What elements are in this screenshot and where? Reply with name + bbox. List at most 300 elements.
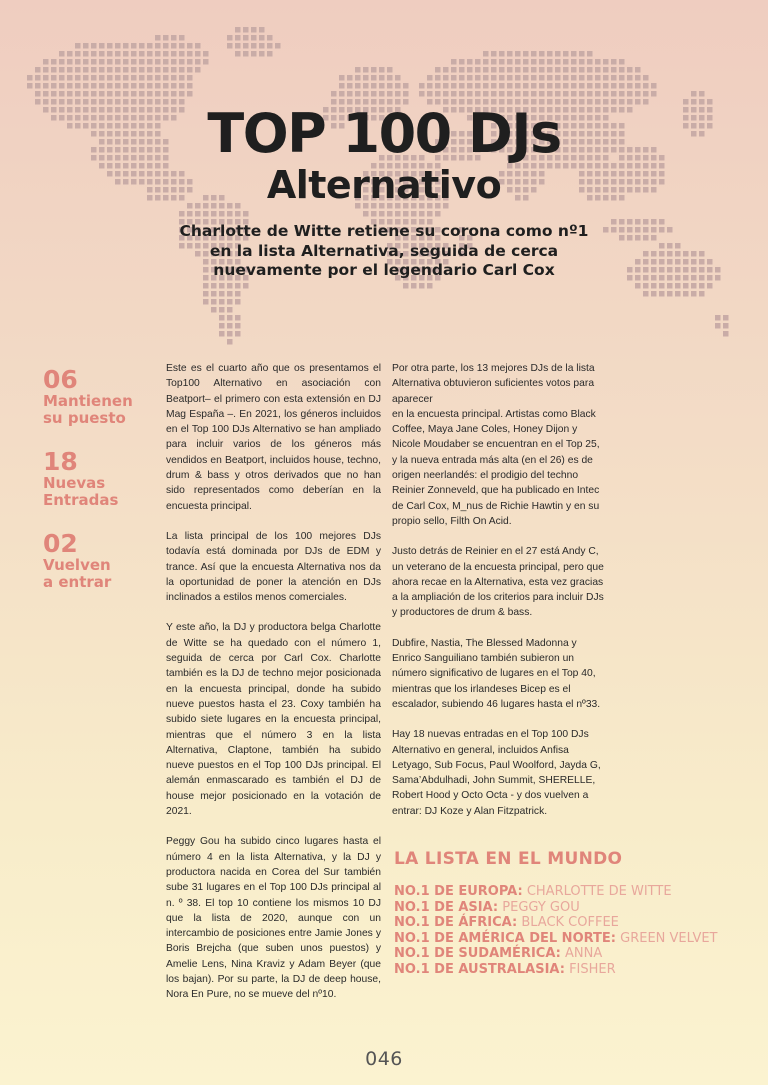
map-dot	[643, 235, 649, 241]
map-dot	[691, 283, 697, 289]
map-dot	[635, 227, 641, 233]
map-dot	[171, 35, 177, 41]
map-dot	[339, 83, 345, 89]
map-dot	[643, 275, 649, 281]
map-dot	[147, 67, 153, 73]
map-dot	[387, 211, 393, 217]
map-dot	[59, 83, 65, 89]
map-dot	[227, 291, 233, 297]
map-dot	[235, 51, 241, 57]
map-dot	[75, 59, 81, 65]
map-dot	[227, 299, 233, 305]
world-list-item	[394, 915, 764, 931]
map-dot	[83, 67, 89, 73]
map-dot	[603, 227, 609, 233]
map-dot	[67, 75, 73, 81]
map-dot	[619, 83, 625, 89]
map-dot	[259, 43, 265, 49]
map-dot	[83, 91, 89, 97]
article-paragraph: La lista principal de los 100 mejores DJs todavía está dominada por DJs de EDM y trance. Así que la encuesta Alternativa nos da la oportunidad de poner la atención en DJs inclinados a estilos menos comerciales.	[166, 530, 381, 604]
map-dot	[347, 83, 353, 89]
map-dot	[59, 67, 65, 73]
map-dot	[147, 59, 153, 65]
map-dot	[571, 83, 577, 89]
map-dot	[523, 83, 529, 89]
map-dot	[675, 291, 681, 297]
map-dot	[579, 91, 585, 97]
map-dot	[619, 59, 625, 65]
map-dot	[227, 283, 233, 289]
map-dot	[547, 83, 553, 89]
map-dot	[491, 67, 497, 73]
map-dot	[219, 331, 225, 337]
article-paragraph: Dubfire, Nastia, The Blessed Madonna y Enrico Sanguiliano también subieron un número significativo de lugares en el Top 40, mientras que los irlandeses Bicep es el escalador, subiendo 46 lugares hasta el nº33.	[392, 637, 601, 710]
map-dot	[635, 219, 641, 225]
stat-block	[43, 366, 158, 427]
map-dot	[595, 59, 601, 65]
map-dot	[611, 67, 617, 73]
map-dot	[379, 67, 385, 73]
map-dot	[587, 51, 593, 57]
map-dot	[707, 267, 713, 273]
map-dot	[395, 211, 401, 217]
map-dot	[459, 91, 465, 97]
map-dot	[243, 51, 249, 57]
map-dot	[139, 43, 145, 49]
map-dot	[675, 275, 681, 281]
map-dot	[603, 59, 609, 65]
map-dot	[491, 75, 497, 81]
map-dot	[179, 211, 185, 217]
map-dot	[91, 59, 97, 65]
map-dot	[651, 267, 657, 273]
map-dot	[563, 91, 569, 97]
map-dot	[387, 91, 393, 97]
map-dot	[491, 91, 497, 97]
map-dot	[603, 83, 609, 89]
region-dj: BLACK COFFEE	[521, 915, 619, 931]
map-dot	[115, 67, 121, 73]
map-dot	[579, 51, 585, 57]
map-dot	[587, 75, 593, 81]
map-dot	[667, 227, 673, 233]
map-dot	[179, 51, 185, 57]
map-dot	[267, 43, 273, 49]
map-dot	[107, 75, 113, 81]
map-dot	[491, 83, 497, 89]
map-dot	[51, 75, 57, 81]
map-dot	[403, 91, 409, 97]
map-dot	[163, 83, 169, 89]
map-dot	[555, 67, 561, 73]
map-dot	[435, 91, 441, 97]
map-dot	[187, 59, 193, 65]
map-dot	[395, 75, 401, 81]
map-dot	[75, 51, 81, 57]
map-dot	[363, 211, 369, 217]
map-dot	[219, 299, 225, 305]
region-dj: FISHER	[569, 961, 616, 977]
map-dot	[587, 91, 593, 97]
map-dot	[403, 211, 409, 217]
map-dot	[99, 51, 105, 57]
map-dot	[339, 91, 345, 97]
map-dot	[131, 59, 137, 65]
article-paragraph: Este es el cuarto año que os presentamos el Top100 Alternativo en asociación con Beatport– el primero con esta extensión en DJ Mag España –. En 2021, los géneros incluidos en el Top 100 DJs Alternativo se han ampliado para incluir varios de los géneros más vendidos en Beatport, incluidos house, techno, drum & bass y otros derivados que no han sido representados como deberían en la encuesta principal.	[166, 363, 381, 512]
map-dot	[251, 51, 257, 57]
map-dot	[131, 83, 137, 89]
map-dot	[83, 83, 89, 89]
map-dot	[43, 59, 49, 65]
region-dj: PEGGY GOU	[502, 899, 580, 915]
map-dot	[547, 67, 553, 73]
map-dot	[59, 75, 65, 81]
article-column-2	[392, 361, 607, 834]
map-dot	[667, 267, 673, 273]
map-dot	[699, 283, 705, 289]
map-dot	[483, 51, 489, 57]
map-dot	[83, 75, 89, 81]
world-list-item	[394, 946, 764, 962]
stat-block	[43, 530, 158, 591]
map-dot	[651, 251, 657, 257]
map-dot	[243, 27, 249, 33]
map-dot	[627, 91, 633, 97]
map-dot	[163, 35, 169, 41]
map-dot	[387, 75, 393, 81]
map-dot	[507, 67, 513, 73]
map-dot	[147, 83, 153, 89]
map-dot	[587, 83, 593, 89]
map-dot	[667, 283, 673, 289]
map-dot	[691, 267, 697, 273]
article-paragraph: Y este año, la DJ y productora belga Charlotte de Witte se ha quedado con el número 1, seguida de cerca por Carl Cox. Charlotte también es la DJ de techno mejor posicionada en la encuesta principal, donde ha subido nueve puestos hasta el 23. Coxy también ha subido siete lugares en la encuesta principal, mientras que el número 3 en la lista Alternativa, Claptone, también ha subido nueve puestos en el Top 100 DJs principal. El alemán enmascarado es también el DJ de house mejor posicionado en la votación de 2021.	[166, 622, 381, 818]
map-dot	[523, 91, 529, 97]
map-dot	[235, 27, 241, 33]
map-dot	[179, 75, 185, 81]
map-dot	[131, 43, 137, 49]
map-dot	[227, 43, 233, 49]
map-dot	[75, 91, 81, 97]
map-dot	[443, 83, 449, 89]
map-dot	[643, 267, 649, 273]
map-dot	[595, 91, 601, 97]
map-dot	[139, 75, 145, 81]
map-dot	[475, 67, 481, 73]
map-dot	[59, 91, 65, 97]
map-dot	[651, 235, 657, 241]
map-dot	[115, 75, 121, 81]
map-dot	[555, 75, 561, 81]
map-dot	[91, 75, 97, 81]
map-dot	[379, 211, 385, 217]
map-dot	[699, 267, 705, 273]
map-dot	[539, 51, 545, 57]
map-dot	[51, 67, 57, 73]
map-dot	[531, 91, 537, 97]
map-dot	[635, 259, 641, 265]
map-dot	[235, 331, 241, 337]
map-dot	[627, 235, 633, 241]
map-dot	[219, 323, 225, 329]
map-dot	[555, 51, 561, 57]
map-dot	[515, 51, 521, 57]
map-dot	[75, 75, 81, 81]
map-dot	[635, 91, 641, 97]
map-dot	[411, 283, 417, 289]
map-dot	[691, 91, 697, 97]
map-dot	[195, 67, 201, 73]
map-dot	[171, 67, 177, 73]
map-dot	[171, 43, 177, 49]
map-dot	[683, 267, 689, 273]
map-dot	[651, 219, 657, 225]
map-dot	[107, 43, 113, 49]
page-number: 046	[365, 1048, 403, 1070]
map-dot	[635, 67, 641, 73]
map-dot	[91, 51, 97, 57]
map-dot	[659, 251, 665, 257]
map-dot	[139, 91, 145, 97]
map-dot	[595, 83, 601, 89]
map-dot	[179, 43, 185, 49]
map-dot	[683, 259, 689, 265]
map-dot	[267, 35, 273, 41]
map-dot	[387, 67, 393, 73]
map-dot	[419, 283, 425, 289]
map-dot	[163, 59, 169, 65]
map-dot	[523, 59, 529, 65]
map-dot	[363, 83, 369, 89]
map-dot	[611, 75, 617, 81]
map-dot	[603, 67, 609, 73]
map-dot	[683, 275, 689, 281]
map-dot	[627, 267, 633, 273]
map-dot	[507, 51, 513, 57]
map-dot	[475, 83, 481, 89]
world-list-item	[394, 931, 764, 947]
map-dot	[507, 59, 513, 65]
map-dot	[347, 91, 353, 97]
map-dot	[131, 67, 137, 73]
map-dot	[443, 75, 449, 81]
map-dot	[459, 67, 465, 73]
map-dot	[683, 251, 689, 257]
map-dot	[131, 91, 137, 97]
map-dot	[91, 43, 97, 49]
map-dot	[627, 219, 633, 225]
map-dot	[227, 323, 233, 329]
map-dot	[443, 67, 449, 73]
map-dot	[235, 283, 241, 289]
region-label: NO.1 DE ÁFRICA:	[394, 915, 518, 931]
map-dot	[523, 75, 529, 81]
map-dot	[427, 91, 433, 97]
map-dot	[355, 83, 361, 89]
map-dot	[139, 83, 145, 89]
map-dot	[171, 91, 177, 97]
map-dot	[203, 299, 209, 305]
map-dot	[123, 67, 129, 73]
map-dot	[139, 59, 145, 65]
map-dot	[515, 59, 521, 65]
map-dot	[659, 283, 665, 289]
map-dot	[155, 35, 161, 41]
map-dot	[195, 43, 201, 49]
map-dot	[75, 83, 81, 89]
map-dot	[507, 91, 513, 97]
map-dot	[211, 211, 217, 217]
map-dot	[123, 91, 129, 97]
map-dot	[267, 51, 273, 57]
map-dot	[259, 35, 265, 41]
article-paragraph: Justo detrás de Reinier en el 27 está Andy C, un veterano de la encuesta principal, pero que ahora recae en la Alternativa, esta vez gracias a la ampliación de los criterios para incluir DJs y productores de drum & bass.	[392, 546, 604, 619]
map-dot	[715, 267, 721, 273]
map-dot	[27, 83, 33, 89]
map-dot	[499, 75, 505, 81]
map-dot	[235, 299, 241, 305]
map-dot	[179, 35, 185, 41]
map-dot	[387, 83, 393, 89]
map-dot	[619, 75, 625, 81]
map-dot	[203, 211, 209, 217]
map-dot	[235, 35, 241, 41]
map-dot	[547, 59, 553, 65]
map-dot	[651, 275, 657, 281]
map-dot	[587, 67, 593, 73]
map-dot	[251, 43, 257, 49]
map-dot	[643, 83, 649, 89]
map-dot	[35, 75, 41, 81]
stat-number: 18	[43, 447, 78, 476]
map-dot	[651, 283, 657, 289]
map-dot	[667, 251, 673, 257]
map-dot	[155, 67, 161, 73]
map-dot	[715, 275, 721, 281]
map-dot	[171, 83, 177, 89]
map-dot	[651, 83, 657, 89]
map-dot	[27, 75, 33, 81]
map-dot	[187, 91, 193, 97]
map-dot	[659, 243, 665, 249]
map-dot	[451, 75, 457, 81]
stat-number: 02	[43, 529, 78, 558]
page-title: TOP 100 DJs	[207, 102, 561, 165]
map-dot	[115, 83, 121, 89]
map-dot	[491, 51, 497, 57]
map-dot	[115, 51, 121, 57]
map-dot	[363, 75, 369, 81]
map-dot	[155, 51, 161, 57]
map-dot	[675, 251, 681, 257]
map-dot	[667, 291, 673, 297]
map-dot	[203, 59, 209, 65]
map-dot	[635, 75, 641, 81]
map-dot	[619, 235, 625, 241]
map-dot	[99, 83, 105, 89]
map-dot	[187, 67, 193, 73]
map-dot	[523, 67, 529, 73]
stats-sidebar	[43, 366, 158, 612]
map-dot	[235, 315, 241, 321]
map-dot	[395, 83, 401, 89]
map-dot	[251, 27, 257, 33]
map-dot	[643, 219, 649, 225]
map-dot	[427, 211, 433, 217]
map-dot	[715, 323, 721, 329]
map-dot	[619, 67, 625, 73]
region-dj: GREEN VELVET	[620, 930, 718, 946]
map-dot	[675, 283, 681, 289]
map-dot	[427, 83, 433, 89]
map-dot	[499, 83, 505, 89]
map-dot	[603, 75, 609, 81]
region-label: NO.1 DE AUSTRALASIA:	[394, 961, 565, 977]
map-dot	[371, 67, 377, 73]
map-dot	[107, 67, 113, 73]
map-dot	[131, 51, 137, 57]
map-dot	[539, 83, 545, 89]
map-dot	[403, 83, 409, 89]
map-dot	[123, 43, 129, 49]
map-dot	[643, 227, 649, 233]
map-dot	[603, 91, 609, 97]
map-dot	[355, 75, 361, 81]
stat-label: Nuevas Entradas	[43, 474, 119, 509]
map-dot	[635, 83, 641, 89]
map-dot	[635, 267, 641, 273]
map-dot	[579, 75, 585, 81]
map-dot	[211, 299, 217, 305]
map-dot	[531, 83, 537, 89]
map-dot	[483, 75, 489, 81]
map-dot	[67, 59, 73, 65]
world-list	[394, 884, 764, 978]
map-dot	[699, 291, 705, 297]
map-dot	[123, 51, 129, 57]
page-subtitle: Alternativo	[266, 163, 502, 207]
map-dot	[43, 75, 49, 81]
map-dot	[659, 267, 665, 273]
map-dot	[499, 67, 505, 73]
map-dot	[451, 91, 457, 97]
map-dot	[467, 59, 473, 65]
map-dot	[539, 91, 545, 97]
region-label: NO.1 DE ASIA:	[394, 899, 499, 915]
map-dot	[147, 51, 153, 57]
map-dot	[659, 275, 665, 281]
lead-paragraph: Charlotte de Witte retiene su corona como nº1 en la lista Alternativa, seguida de cerca nuevamente por el legendario Carl Cox	[179, 222, 589, 279]
map-dot	[371, 75, 377, 81]
map-dot	[627, 227, 633, 233]
map-dot	[179, 91, 185, 97]
map-dot	[515, 83, 521, 89]
map-dot	[51, 91, 57, 97]
map-dot	[235, 323, 241, 329]
map-dot	[723, 315, 729, 321]
map-dot	[523, 51, 529, 57]
map-dot	[243, 43, 249, 49]
map-dot	[219, 315, 225, 321]
map-dot	[699, 251, 705, 257]
map-dot	[627, 75, 633, 81]
map-dot	[539, 67, 545, 73]
map-dot	[475, 59, 481, 65]
map-dot	[219, 211, 225, 217]
map-dot	[699, 91, 705, 97]
map-dot	[691, 275, 697, 281]
map-dot	[203, 291, 209, 297]
